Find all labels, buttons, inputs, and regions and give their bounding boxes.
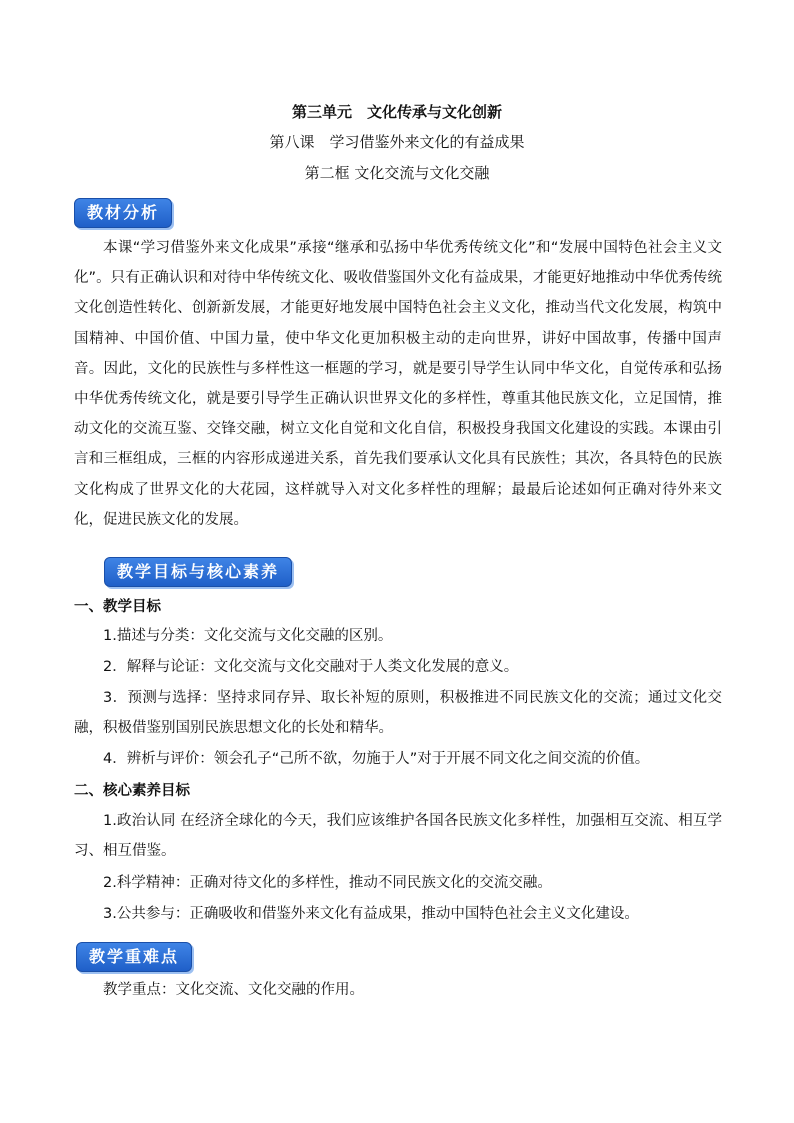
teaching-goals-heading: 一、教学目标 — [74, 599, 161, 615]
frame-title: 第二框 文化交流与文化交融 — [304, 164, 490, 182]
teaching-goal-item: 1.描述与分类：文化交流与文化交融的区别。 — [103, 628, 393, 644]
section-badge-analysis: 教材分析 — [74, 198, 172, 228]
unit-title: 第三单元 文化传承与文化创新 — [291, 103, 502, 121]
core-goal-item: 1.政治认同 在经济全球化的今天，我们应该维护各国各民族文化多样性，加强相互交流、相互学习、相互借鉴。 — [74, 813, 722, 859]
teaching-goal-item: 4．辨析与评价：领会孔子“己所不欲，勿施于人”对于开展不同文化之间交流的价值。 — [103, 751, 650, 767]
core-goal-item: 2.科学精神：正确对待文化的多样性，推动不同民族文化的交流交融。 — [103, 875, 552, 891]
key-point-text: 教学重点：文化交流、文化交融的作用。 — [103, 982, 364, 998]
core-goal-item: 3.公共参与：正确吸收和借鉴外来文化有益成果，推动中国特色社会主义文化建设。 — [103, 906, 639, 922]
teaching-goal-item: 2．解释与论证：文化交流与文化交融对于人类文化发展的意义。 — [103, 659, 519, 675]
lesson-title: 第八课 学习借鉴外来文化的有益成果 — [269, 133, 525, 151]
section-badge-goals: 教学目标与核心素养 — [104, 557, 292, 587]
analysis-paragraph: 本课“学习借鉴外来文化成果”承接“继承和弘扬中华优秀传统文化”和“发展中国特色社会主义文化”。只有正确认识和对待中华传统文化、吸收借鉴国外文化有益成果，才能更好地推动中华优秀传统文化创造性转化、创新新发展，才能更好地发展中国特色社会主义文化，推动当代文化发展，构筑中国精神、中国价值、中国力量，使中华文化更加积极主动的走向世界，讲好中国故事，传播中国声音。因此，文化的民族性与多样性这一框题的学习，就是要引导学生认同中华文化，自觉传承和弘扬中华优秀传统文化，就是要引导学生正确认识世界文化的多样性，尊重其他民族文化，立足国情，推动文化的交流互鉴、交锋交融，树立文化自觉和文化自信，积极投身我国文化建设的实践。本课由引言和三框组成，三框的内容形成递进关系，首先我们要承认文化具有民族性；其次，各具特色的民族文化构成了世界文化的大花园，这样就导入对文化多样性的理解；最最后论述如何正确对待外来文化，促进民族文化的发展。 — [74, 240, 722, 528]
core-goals-heading: 二、核心素养目标 — [74, 783, 190, 799]
section-badge-difficulties: 教学重难点 — [76, 942, 192, 972]
teaching-goal-item: 3．预测与选择：坚持求同存异、取长补短的原则，积极推进不同民族文化的交流；通过文化交融，积极借鉴别国别民族思想文化的长处和精华。 — [74, 690, 722, 736]
